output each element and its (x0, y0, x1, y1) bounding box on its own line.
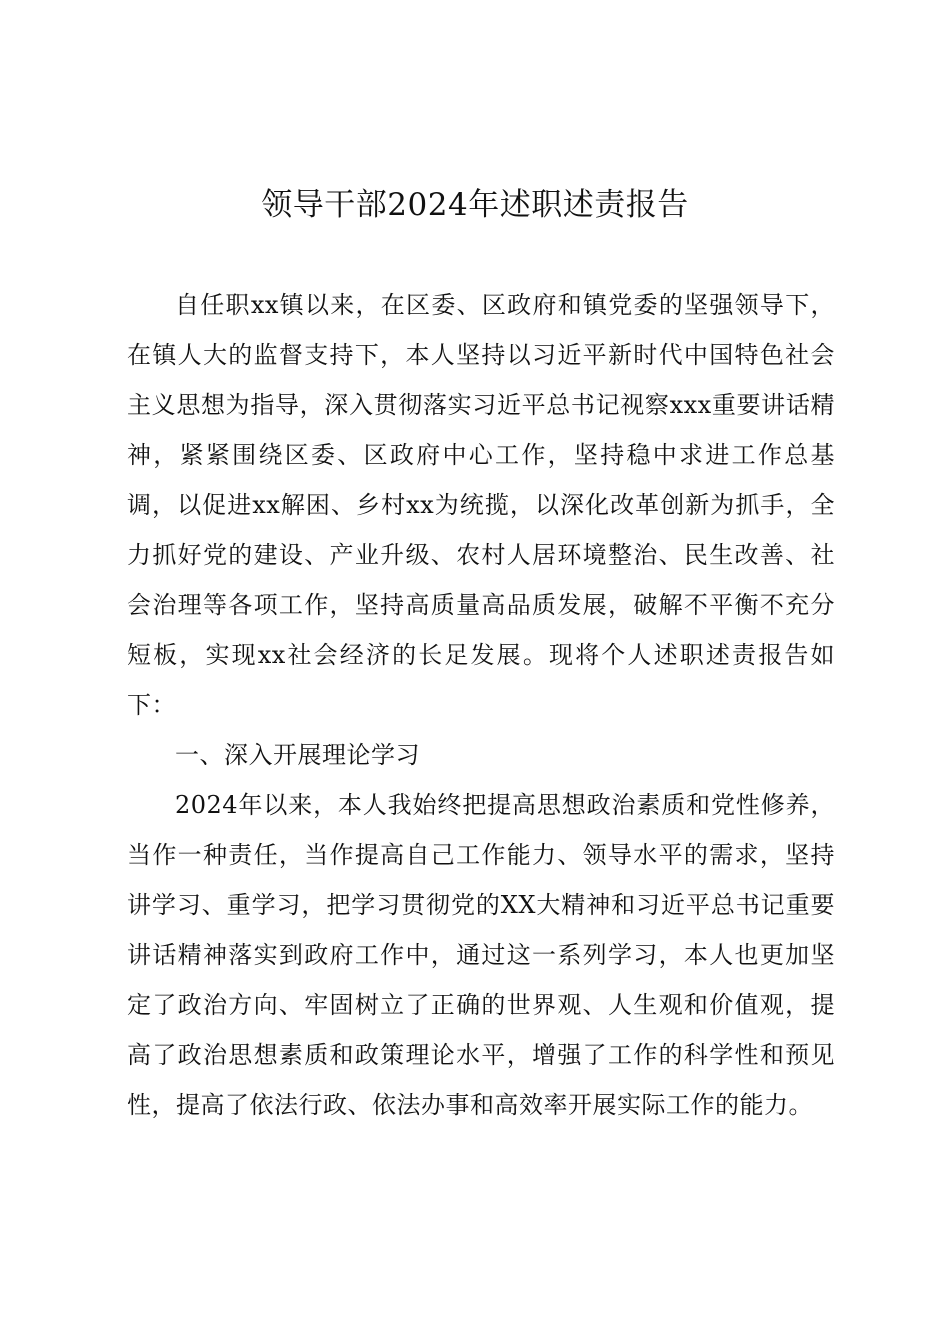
intro-paragraph: 自任职xx镇以来，在区委、区政府和镇党委的坚强领导下，在镇人大的监督支持下，本人坚持以习近平新时代中国特色社会主义思想为指导，深入贯彻落实习近平总书记视察xxx重要讲话精神，紧紧围绕区委、区政府中心工作，坚持稳中求进工作总基调，以促进xx解困、乡村xx为统揽，以深化改革创新为抓手，全力抓好党的建设、产业升级、农村人居环境整治、民生改善、社会治理等各项工作，坚持高质量高品质发展，破解不平衡不充分短板，实现xx社会经济的长足发展。现将个人述职述责报告如下： (127, 291, 835, 719)
section-paragraph: 2024年以来，本人我始终把提高思想政治素质和党性修养，当作一种责任，当作提高自己工作能力、领导水平的需求，坚持讲学习、重学习，把学习贯彻党的XX大精神和习近平总书记重要讲话精神落实到政府工作中，通过这一系列学习，本人也更加坚定了政治方向、牢固树立了正确的世界观、人生观和价值观，提高了政治思想素质和政策理论水平，增强了工作的科学性和预见性，提高了依法行政、依法办事和高效率开展实际工作的能力。 (127, 791, 835, 1119)
document-body (127, 280, 835, 1130)
document-title: 领导干部2024年述职述责报告 (261, 187, 689, 223)
section-heading: 一、深入开展理论学习 (175, 741, 420, 769)
